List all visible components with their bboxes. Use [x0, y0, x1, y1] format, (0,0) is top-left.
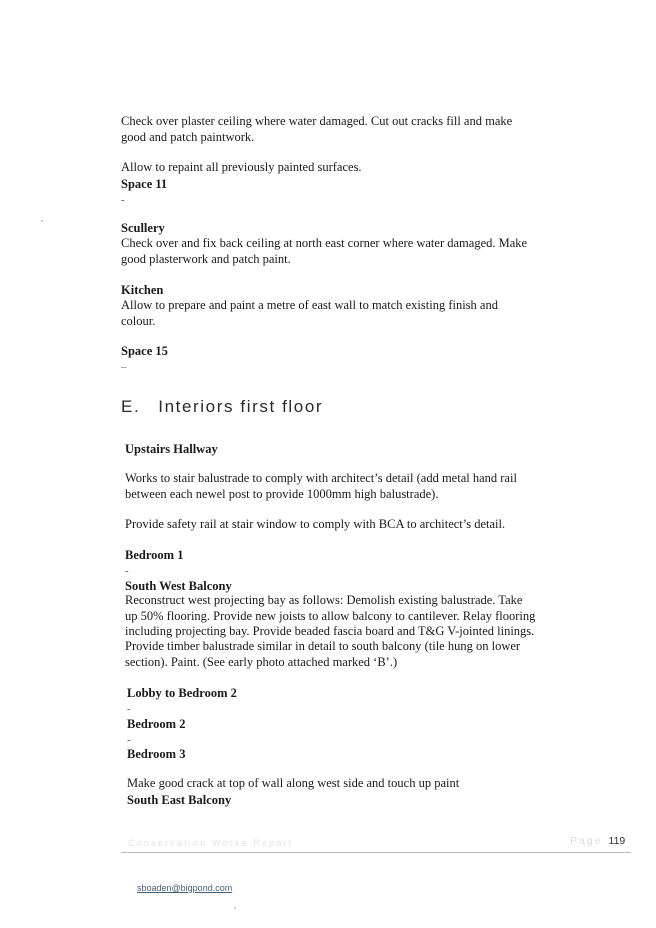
- paragraph-line: including projecting bay. Provide beaded fascia board and T&G V-jointed linings.: [125, 624, 535, 638]
- paragraph-line: good and patch paintwork.: [121, 130, 255, 144]
- section-letter: E.: [121, 397, 141, 416]
- paragraph-line: section). Paint. (See early photo attached marked ‘B’.): [125, 655, 398, 669]
- paragraph-line: colour.: [121, 314, 156, 328]
- footer-watermark-title: Conservation Works Report: [128, 838, 294, 848]
- footer-page-number: [570, 835, 625, 847]
- south-east-balcony-heading: South East Balcony: [127, 793, 232, 807]
- paragraph-line: Works to stair balustrade to comply with architect’s detail (add metal hand rail: [125, 471, 517, 485]
- page-label: Page: [570, 835, 603, 847]
- footer-email-link[interactable]: sboaden@bigpond.com: [137, 883, 233, 893]
- scan-speck: [234, 907, 236, 909]
- footer-rule: [121, 852, 631, 853]
- kitchen-heading: Kitchen: [121, 283, 164, 297]
- bedroom-3-heading: Bedroom 3: [127, 747, 186, 761]
- paragraph-line: Make good crack at top of wall along west side and touch up paint: [127, 776, 460, 790]
- lobby-to-bedroom-2-heading: Lobby to Bedroom 2: [127, 686, 237, 700]
- empty-dash: –: [121, 361, 127, 373]
- page-number: 119: [608, 835, 626, 847]
- paragraph-line: between each newel post to provide 1000mm high balustrade).: [125, 487, 439, 501]
- empty-dash: -: [125, 565, 129, 577]
- paragraph-line: Check over and fix back ceiling at north east corner where water damaged. Make: [121, 236, 528, 250]
- scan-speck: [41, 220, 43, 222]
- paragraph-line: Check over plaster ceiling where water damaged. Cut out cracks fill and make: [121, 114, 513, 128]
- bedroom-1-heading: Bedroom 1: [125, 548, 184, 562]
- paragraph-line: good plasterwork and patch paint.: [121, 252, 291, 266]
- paragraph-line: Reconstruct west projecting bay as follows: Demolish existing balustrade. Take: [125, 593, 523, 607]
- empty-dash: -: [127, 734, 131, 746]
- space-11-heading: Space 11: [121, 177, 168, 191]
- south-west-balcony-heading: South West Balcony: [125, 579, 232, 593]
- paragraph-line: Provide safety rail at stair window to comply with BCA to architect’s detail.: [125, 517, 506, 531]
- section-heading: [121, 397, 323, 417]
- paragraph-line: Provide timber balustrade similar in detail to south balcony (tile hung on lower: [125, 639, 521, 653]
- section-title: Interiors first floor: [158, 397, 324, 416]
- bedroom-2-heading: Bedroom 2: [127, 717, 186, 731]
- paragraph-line: Allow to repaint all previously painted surfaces.: [121, 160, 362, 174]
- empty-dash: -: [121, 194, 125, 206]
- space-15-heading: Space 15: [121, 344, 168, 358]
- paragraph-line: Allow to prepare and paint a metre of east wall to match existing finish and: [121, 298, 498, 312]
- upstairs-hallway-heading: Upstairs Hallway: [125, 442, 218, 456]
- paragraph-line: up 50% flooring. Provide new joists to allow balcony to cantilever. Relay flooring: [125, 609, 536, 623]
- empty-dash: -: [127, 703, 131, 715]
- scullery-heading: Scullery: [121, 221, 165, 235]
